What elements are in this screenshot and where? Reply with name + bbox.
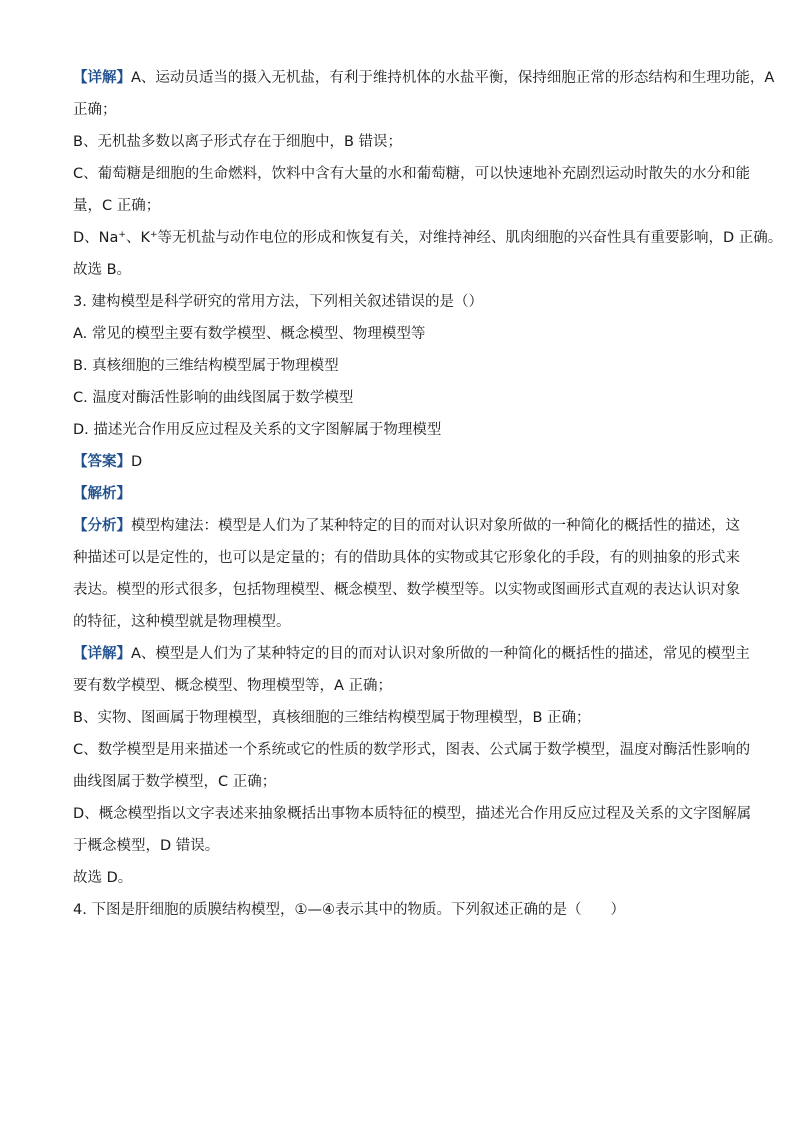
q2-option-d [73, 222, 783, 254]
q3-detail-a-line-2: 要有数学模型、概念模型、物理模型等，A 正确； [73, 678, 393, 694]
q2-detail-text: A、运动员适当的摄入无机盐，有利于维持机体的水盐平衡，保持细胞正常的形态结构和生理功能，A [131, 70, 775, 86]
q3-fenxi-line-1 [73, 510, 740, 542]
q3-fenxi-line-4: 的特征，这种模型就是物理模型。 [73, 614, 291, 630]
fenxi-tag: 【分析】 [73, 518, 131, 534]
q3-detail-d-line-1: D、概念模型指以文字表述来抽象概括出事物本质特征的模型，描述光合作用反应过程及关系的文字图解属 [73, 806, 752, 822]
q3-detail-c-line-1: C、数学模型是用来描述一个系统或它的性质的数学形式，图表、公式属于数学模型，温度对酶活性影响的 [73, 742, 751, 758]
q3-detail-a-text: A、模型是人们为了某种特定的目的而对认识对象所做的一种简化的概括性的描述，常见的模型主 [131, 646, 750, 662]
q3-option-a: A. 常见的模型主要有数学模型、概念模型、物理模型等 [73, 326, 426, 342]
q2-d-k: 、K [125, 230, 150, 246]
detail-tag: 【详解】 [73, 70, 131, 86]
q2-d-text: 等无机盐与动作电位的形成和恢复有关，对维持神经、肌肉细胞的兴奋性具有重要影响，D 正确。 [157, 230, 783, 246]
q2-option-c-line-1: C、葡萄糖是细胞的生命燃料，饮料中含有大量的水和葡萄糖，可以快速地补充剧烈运动时散失的水分和能 [73, 166, 751, 182]
q3-option-d: D. 描述光合作用反应过程及关系的文字图解属于物理模型 [73, 422, 442, 438]
q2-option-c-line-2: 量，C 正确； [73, 198, 161, 214]
q3-fenxi-line-3: 表达。模型的形式很多，包括物理模型、概念模型、数学模型等。以实物或图画形式直观的表达认识对象 [73, 582, 740, 598]
q3-option-b: B. 真核细胞的三维结构模型属于物理模型 [73, 358, 339, 374]
q3-detail-b: B、实物、图画属于物理模型，真核细胞的三维结构模型属于物理模型，B 正确； [73, 710, 591, 726]
q3-answer [73, 446, 725, 478]
q2-detail-line-2: 正确； [73, 102, 117, 118]
q3-option-c: C. 温度对酶活性影响的曲线图属于数学模型 [73, 390, 354, 406]
q3-detail-c-line-2: 曲线图属于数学模型，C 正确； [73, 774, 277, 790]
q2-d-na: D、Na [73, 230, 119, 246]
q3-detail-a-line-1 [73, 638, 750, 670]
q4-stem: 4. 下图是肝细胞的质膜结构模型，①—④表示其中的物质。下列叙述正确的是（ ） [73, 902, 625, 918]
document-page [73, 62, 783, 926]
q2-option-b: B、无机盐多数以离子形式存在于细胞中，B 错误； [73, 134, 403, 150]
q3-detail-d-line-2: 于概念模型，D 错误。 [73, 838, 220, 854]
q3-analysis-heading [73, 478, 725, 510]
q2-detail-line-1 [73, 62, 775, 94]
q2-d-na-charge: + [118, 230, 126, 240]
q3-fenxi-text: 模型构建法：模型是人们为了某种特定的目的而对认识对象所做的一种简化的概括性的描述，这 [131, 518, 740, 534]
q3-stem: 3. 建构模型是科学研究的常用方法，下列相关叙述错误的是（） [73, 294, 483, 310]
answer-value: D [131, 454, 143, 470]
q2-conclusion: 故选 B。 [73, 262, 132, 278]
detail-tag: 【详解】 [73, 646, 131, 662]
q3-conclusion: 故选 D。 [73, 870, 133, 886]
analysis-tag: 【解析】 [73, 486, 131, 502]
q2-d-k-charge: + [149, 230, 158, 240]
answer-tag: 【答案】 [73, 454, 131, 470]
q3-fenxi-line-2: 种描述可以是定性的，也可以是定量的；有的借助具体的实物或其它形象化的手段，有的则抽象的形式来 [73, 550, 740, 566]
